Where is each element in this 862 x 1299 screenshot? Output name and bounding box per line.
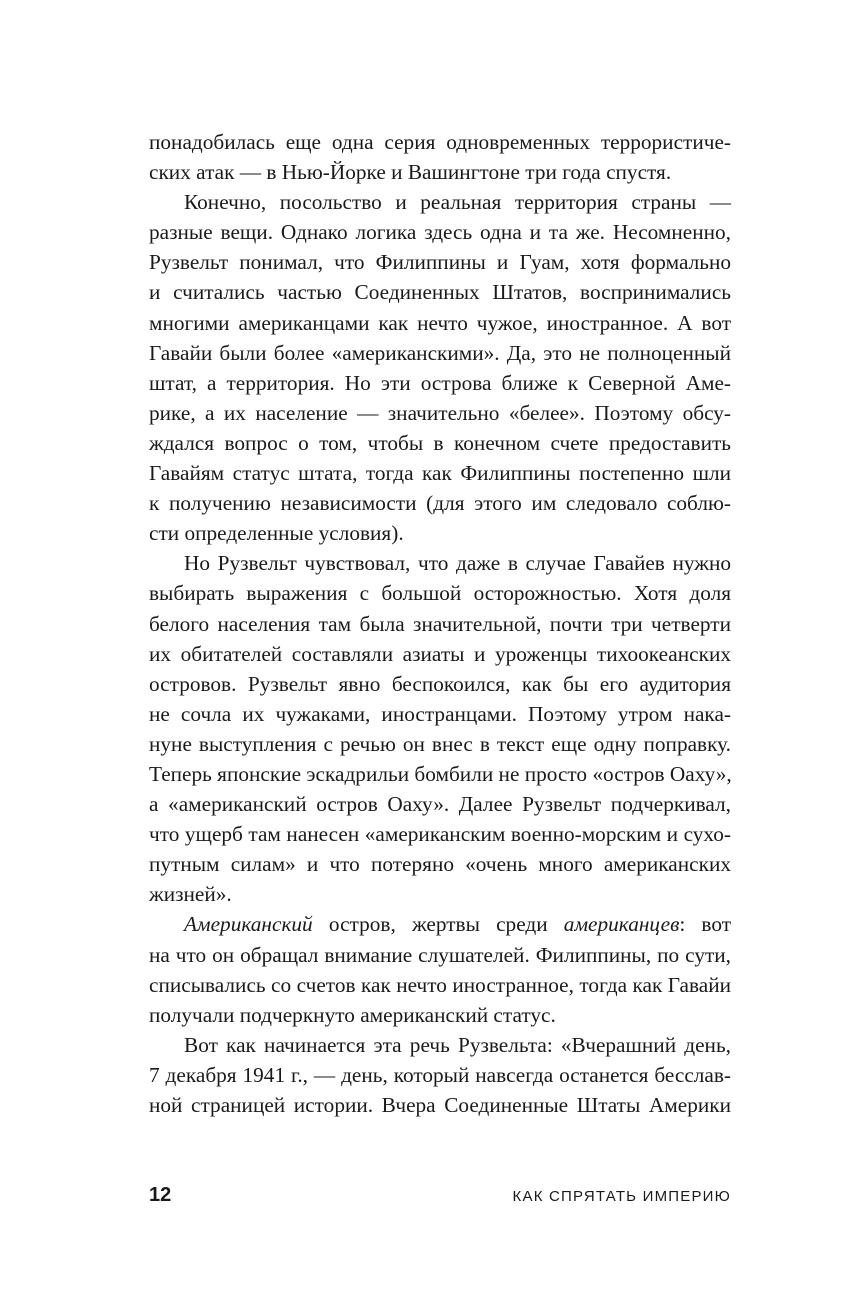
text-line: Американский остров, жертвы среди американцев: вот bbox=[184, 912, 732, 937]
text-line: нуне выступления с речью он внес в текст еще одну поправку. bbox=[149, 731, 731, 756]
page-number: 12 bbox=[149, 1184, 172, 1206]
text-line: на что он обращал внимание слушателей. Филиппины, по сути, bbox=[149, 942, 731, 967]
text-line: не сочла их чужаками, иностранцами. Поэтому утром нака- bbox=[149, 701, 731, 726]
text-line: путным силам» и что потеряно «очень много американских bbox=[149, 852, 731, 877]
text-line: Конечно, посольство и реальная территория страны — bbox=[184, 190, 731, 215]
text-line: Теперь японские эскадрильи бомбили не просто «остров Оаху», bbox=[149, 761, 732, 786]
text-line: ждался вопрос о том, чтобы в конечном счете предоставить bbox=[149, 430, 731, 455]
text-line: их обитателей составляли азиаты и уроженцы тихоокеанских bbox=[149, 641, 731, 666]
text-line: а «американский остров Оаху». Далее Рузвельт подчеркивал, bbox=[149, 792, 731, 817]
text-line: списывались со счетов как нечто иностранное, тогда как Гавайи bbox=[149, 972, 731, 997]
paragraph bbox=[149, 127, 731, 187]
text-line: сти определенные условия). bbox=[149, 521, 404, 546]
text-line: выбирать выражения с большой осторожностью. Хотя доля bbox=[149, 581, 731, 606]
text-line: островов. Рузвельт явно беспокоился, как бы его аудитория bbox=[149, 671, 731, 696]
text-line: Но Рузвельт чувствовал, что даже в случае Гавайев нужно bbox=[184, 551, 731, 576]
text-line: рике, а их население — значительно «белее». Поэтому обсу- bbox=[149, 400, 731, 425]
text-line: ной страницей истории. Вчера Соединенные Штаты Америки bbox=[149, 1093, 731, 1117]
paragraph bbox=[149, 548, 731, 909]
text-line: многими американцами как нечто чужое, иностранное. А вот bbox=[149, 310, 731, 335]
text-line: ских атак — в Нью-Йорке и Вашингтоне три года спустя. bbox=[149, 160, 672, 185]
text-line: к получению независимости (для этого им следовало соблю- bbox=[149, 491, 731, 516]
text-line: получали подчеркнуто американский статус. bbox=[149, 1002, 556, 1027]
text-line: понадобилась еще одна серия одновременных террористиче- bbox=[149, 130, 731, 154]
text-line: и считались частью Соединенных Штатов, воспринимались bbox=[149, 280, 731, 305]
text-line: жизней». bbox=[149, 882, 232, 907]
text-line: что ущерб там нанесен «американским военно-морским и сухо- bbox=[149, 822, 731, 847]
emphasis: Американский bbox=[184, 912, 313, 937]
text-line: Гавайи были более «американскими». Да, это не полноценный bbox=[149, 340, 731, 365]
running-title: КАК СПРЯТАТЬ ИМПЕРИЮ bbox=[512, 1188, 731, 1205]
paragraph bbox=[149, 1030, 731, 1120]
paragraph bbox=[149, 187, 731, 548]
text-line: разные вещи. Однако логика здесь одна и та же. Несомненно, bbox=[149, 220, 731, 245]
text-line: штат, а территория. Но эти острова ближе к Северной Аме- bbox=[149, 370, 731, 395]
text-line: 7 декабря 1941 г., — день, который навсегда останется бесслав- bbox=[149, 1062, 731, 1087]
text-line: белого населения там была значительной, почти три четверти bbox=[149, 611, 731, 636]
paragraph bbox=[149, 909, 731, 1029]
page-footer bbox=[149, 1184, 731, 1214]
text-line: Рузвельт понимал, что Филиппины и Гуам, хотя формально bbox=[149, 250, 731, 275]
text-line: Вот как начинается эта речь Рузвельта: «Вчерашний день, bbox=[184, 1032, 731, 1057]
body-text bbox=[149, 127, 731, 1120]
emphasis: американцев bbox=[563, 912, 680, 937]
text-line: Гавайям статус штата, тогда как Филиппины постепенно шли bbox=[149, 461, 731, 486]
